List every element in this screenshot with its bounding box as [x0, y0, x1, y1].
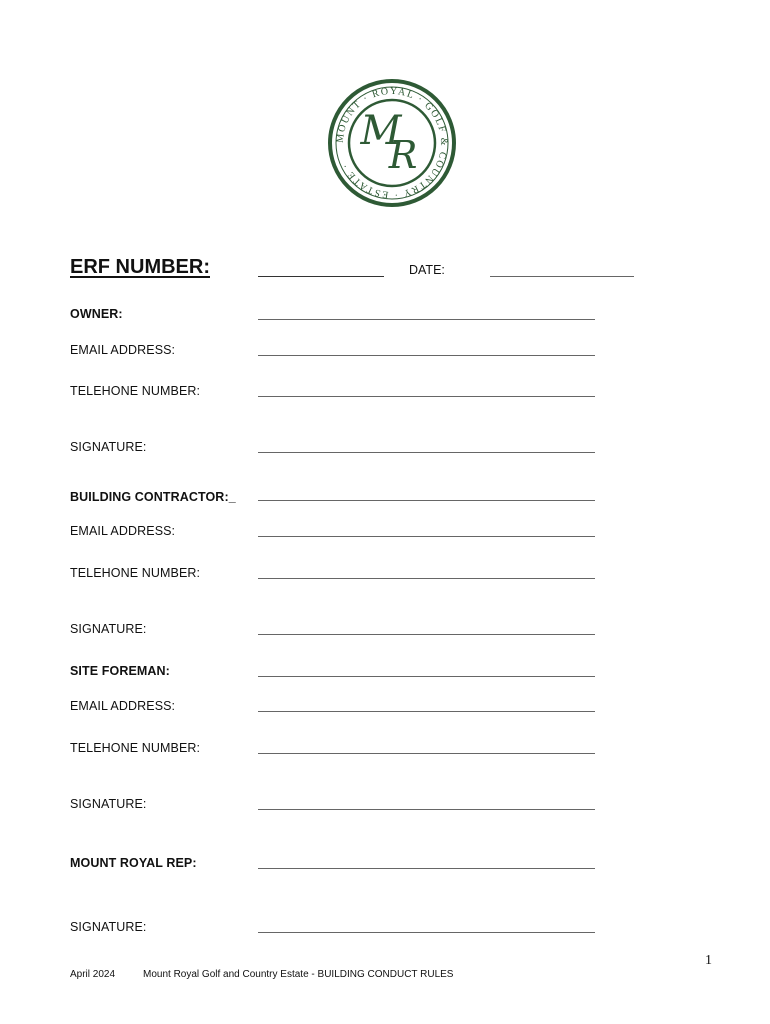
foreman-email-label: EMAIL ADDRESS:: [70, 699, 176, 713]
owner-email-label: EMAIL ADDRESS:: [70, 343, 176, 357]
rep-signature-label: SIGNATURE:: [70, 920, 147, 934]
rep-signature-field[interactable]: [258, 932, 595, 933]
date-label: DATE:: [409, 263, 445, 277]
owner-phone-field[interactable]: [258, 396, 595, 397]
erf-number-field[interactable]: [258, 276, 384, 277]
contractor-email-label: EMAIL ADDRESS:: [70, 524, 176, 538]
foreman-phone-field[interactable]: [258, 753, 595, 754]
svg-text:M: M: [360, 108, 402, 154]
contractor-label: BUILDING CONTRACTOR:_: [70, 490, 236, 504]
date-field[interactable]: [490, 276, 634, 277]
owner-phone-label: TELEHONE NUMBER:: [70, 384, 201, 398]
svg-text:MOUNT · ROYAL · GOLF & COUNTRY: MOUNT · ROYAL · GOLF & COUNTRY · ESTATE ·: [334, 85, 450, 201]
owner-signature-field[interactable]: [258, 452, 595, 453]
contractor-email-field[interactable]: [258, 536, 595, 537]
footer-date: April 2024: [70, 969, 116, 980]
foreman-field[interactable]: [258, 676, 595, 677]
owner-field[interactable]: [258, 319, 595, 320]
footer-title: Mount Royal Golf and Country Estate - BUILDING CONDUCT RULES: [143, 969, 454, 980]
svg-text:R: R: [388, 133, 418, 177]
rep-field[interactable]: [258, 868, 595, 869]
contractor-signature-label: SIGNATURE:: [70, 622, 147, 636]
owner-email-field[interactable]: [258, 355, 595, 356]
foreman-signature-field[interactable]: [258, 809, 595, 810]
estate-logo: [321, 78, 463, 208]
foreman-signature-label: SIGNATURE:: [70, 797, 147, 811]
owner-signature-label: SIGNATURE:: [70, 440, 147, 454]
contractor-field[interactable]: [258, 500, 595, 501]
foreman-email-field[interactable]: [258, 711, 595, 712]
rep-label: MOUNT ROYAL REP:: [70, 856, 197, 870]
owner-label: OWNER:: [70, 307, 123, 321]
contractor-signature-field[interactable]: [258, 634, 595, 635]
foreman-label: SITE FOREMAN:: [70, 664, 170, 678]
page-number: 1: [705, 953, 712, 968]
erf-number-label: ERF NUMBER:: [70, 256, 210, 278]
contractor-phone-field[interactable]: [258, 578, 595, 579]
foreman-phone-label: TELEHONE NUMBER:: [70, 741, 201, 755]
logo-seal-icon: [321, 78, 463, 208]
contractor-phone-label: TELEHONE NUMBER:: [70, 566, 201, 580]
